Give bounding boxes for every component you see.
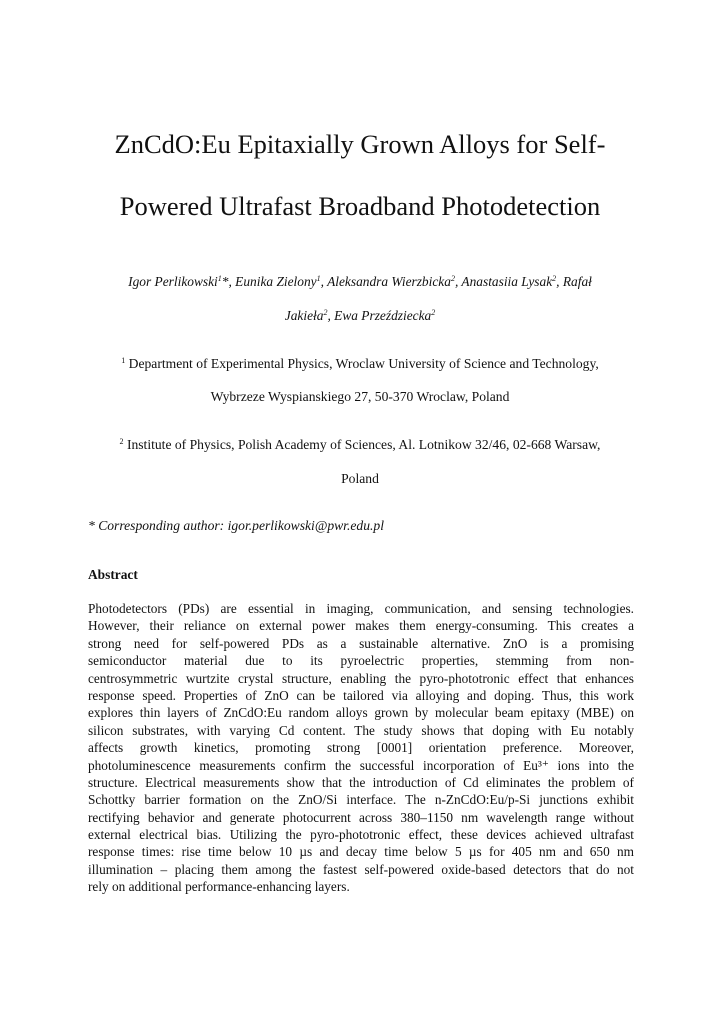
affiliation-2-line-2: Poland xyxy=(341,471,379,486)
abstract-line: rely on additional performance-enhancing layers. xyxy=(88,879,350,895)
affiliation-number: 2 xyxy=(119,437,124,446)
author-name-part: Rafał xyxy=(562,274,592,289)
abstract-line: However, their reliance on external power makes them energy-consuming. This creates a xyxy=(88,618,634,634)
abstract-line: Schottky barrier formation on the ZnO/Si interface. The n-ZnCdO:Eu/p-Si junctions exhibit xyxy=(88,792,634,808)
author-separator: , xyxy=(320,274,328,289)
paper-title-line-1: ZnCdO:Eu Epitaxially Grown Alloys for Self- xyxy=(114,129,606,159)
author-list-line-2 xyxy=(0,308,720,324)
author-separator: , xyxy=(556,274,563,289)
abstract-line: response times: rise time below 10 µs and decay time below 5 µs for 405 nm and 650 nm xyxy=(88,844,634,860)
affiliation-1-line-2: Wybrzeze Wyspianskiego 27, 50-370 Wroclaw, Poland xyxy=(210,389,510,404)
author-name: Anastasiia Lysak xyxy=(461,274,553,289)
affiliation-text: Department of Experimental Physics, Wroclaw University of Science and Technology, xyxy=(128,356,599,371)
affiliation-text: Institute of Physics, Polish Academy of Sciences, Al. Lotnikow 32/46, 02-668 Warsaw, xyxy=(126,437,601,452)
author-affiliation-mark: 2 xyxy=(450,274,455,283)
abstract-line: rectifying behavior and generate photocurrent across 380–1150 nm wavelength range without xyxy=(88,809,634,825)
abstract-line: structure. Electrical measurements show that the introduction of Cd eliminates the problem of xyxy=(88,774,634,790)
corresponding-author-note: * Corresponding author: igor.perlikowski@pwr.edu.pl xyxy=(88,518,384,533)
abstract-line: affects growth kinetics, promoting strong [0001] orientation preference. Moreover, xyxy=(88,740,634,756)
abstract-line: strong need for self-powered PDs as a sustainable alternative. ZnO is a promising xyxy=(88,635,634,651)
abstract-body xyxy=(88,600,634,896)
affiliation-number: 1 xyxy=(121,356,126,365)
abstract-line: photoluminescence measurements confirm the successful incorporation of Eu³⁺ ions into the xyxy=(88,757,634,773)
abstract-heading: Abstract xyxy=(88,567,138,582)
abstract-line: centrosymmetric wurtzite crystal structure, enabling the pyro-phototronic effect that enhances xyxy=(88,670,634,686)
author-affiliation-mark: 2 xyxy=(552,274,557,283)
abstract-line: semiconductor material due to its pyroelectric properties, stemming from non- xyxy=(88,653,634,669)
abstract-line: Photodetectors (PDs) are essential in imaging, communication, and sensing technologies. xyxy=(88,601,634,616)
author-affiliation-mark: 1 xyxy=(217,274,222,283)
author-separator: , xyxy=(454,274,462,289)
author-name: Ewa Przeździecka xyxy=(334,308,432,323)
author-affiliation-mark: 2 xyxy=(431,308,436,317)
affiliation-2-line-1 xyxy=(0,437,720,453)
author-separator: , xyxy=(327,308,335,323)
abstract-line: explores thin layers of ZnCdO:Eu random alloys grown by molecular beam epitaxy (MBE) on xyxy=(88,705,634,721)
author-name: Eunika Zielony xyxy=(235,274,317,289)
abstract-line: response speed. Properties of ZnO can be tailored via alloying and doping. Thus, this work xyxy=(88,687,634,703)
paper-title-line-2: Powered Ultrafast Broadband Photodetection xyxy=(119,191,601,221)
author-separator: *, xyxy=(221,274,236,289)
abstract-line: external electrical bias. Utilizing the pyro-phototronic effect, these devices achieved ultrafast xyxy=(88,827,634,843)
author-affiliation-mark: 2 xyxy=(323,308,328,317)
affiliation-1-line-1 xyxy=(0,356,720,372)
author-affiliation-mark: 1 xyxy=(316,274,321,283)
author-name-part: Jakieła xyxy=(284,308,324,323)
abstract-line: illumination – placing them among the fastest self-powered oxide-based detectors that do not xyxy=(88,861,634,877)
author-list-line-1 xyxy=(0,274,720,290)
abstract-line: silicon substrates, with varying Cd content. The study shows that doping with Eu notably xyxy=(88,722,634,738)
author-name: Igor Perlikowski xyxy=(128,274,218,289)
author-name: Aleksandra Wierzbicka xyxy=(327,274,451,289)
